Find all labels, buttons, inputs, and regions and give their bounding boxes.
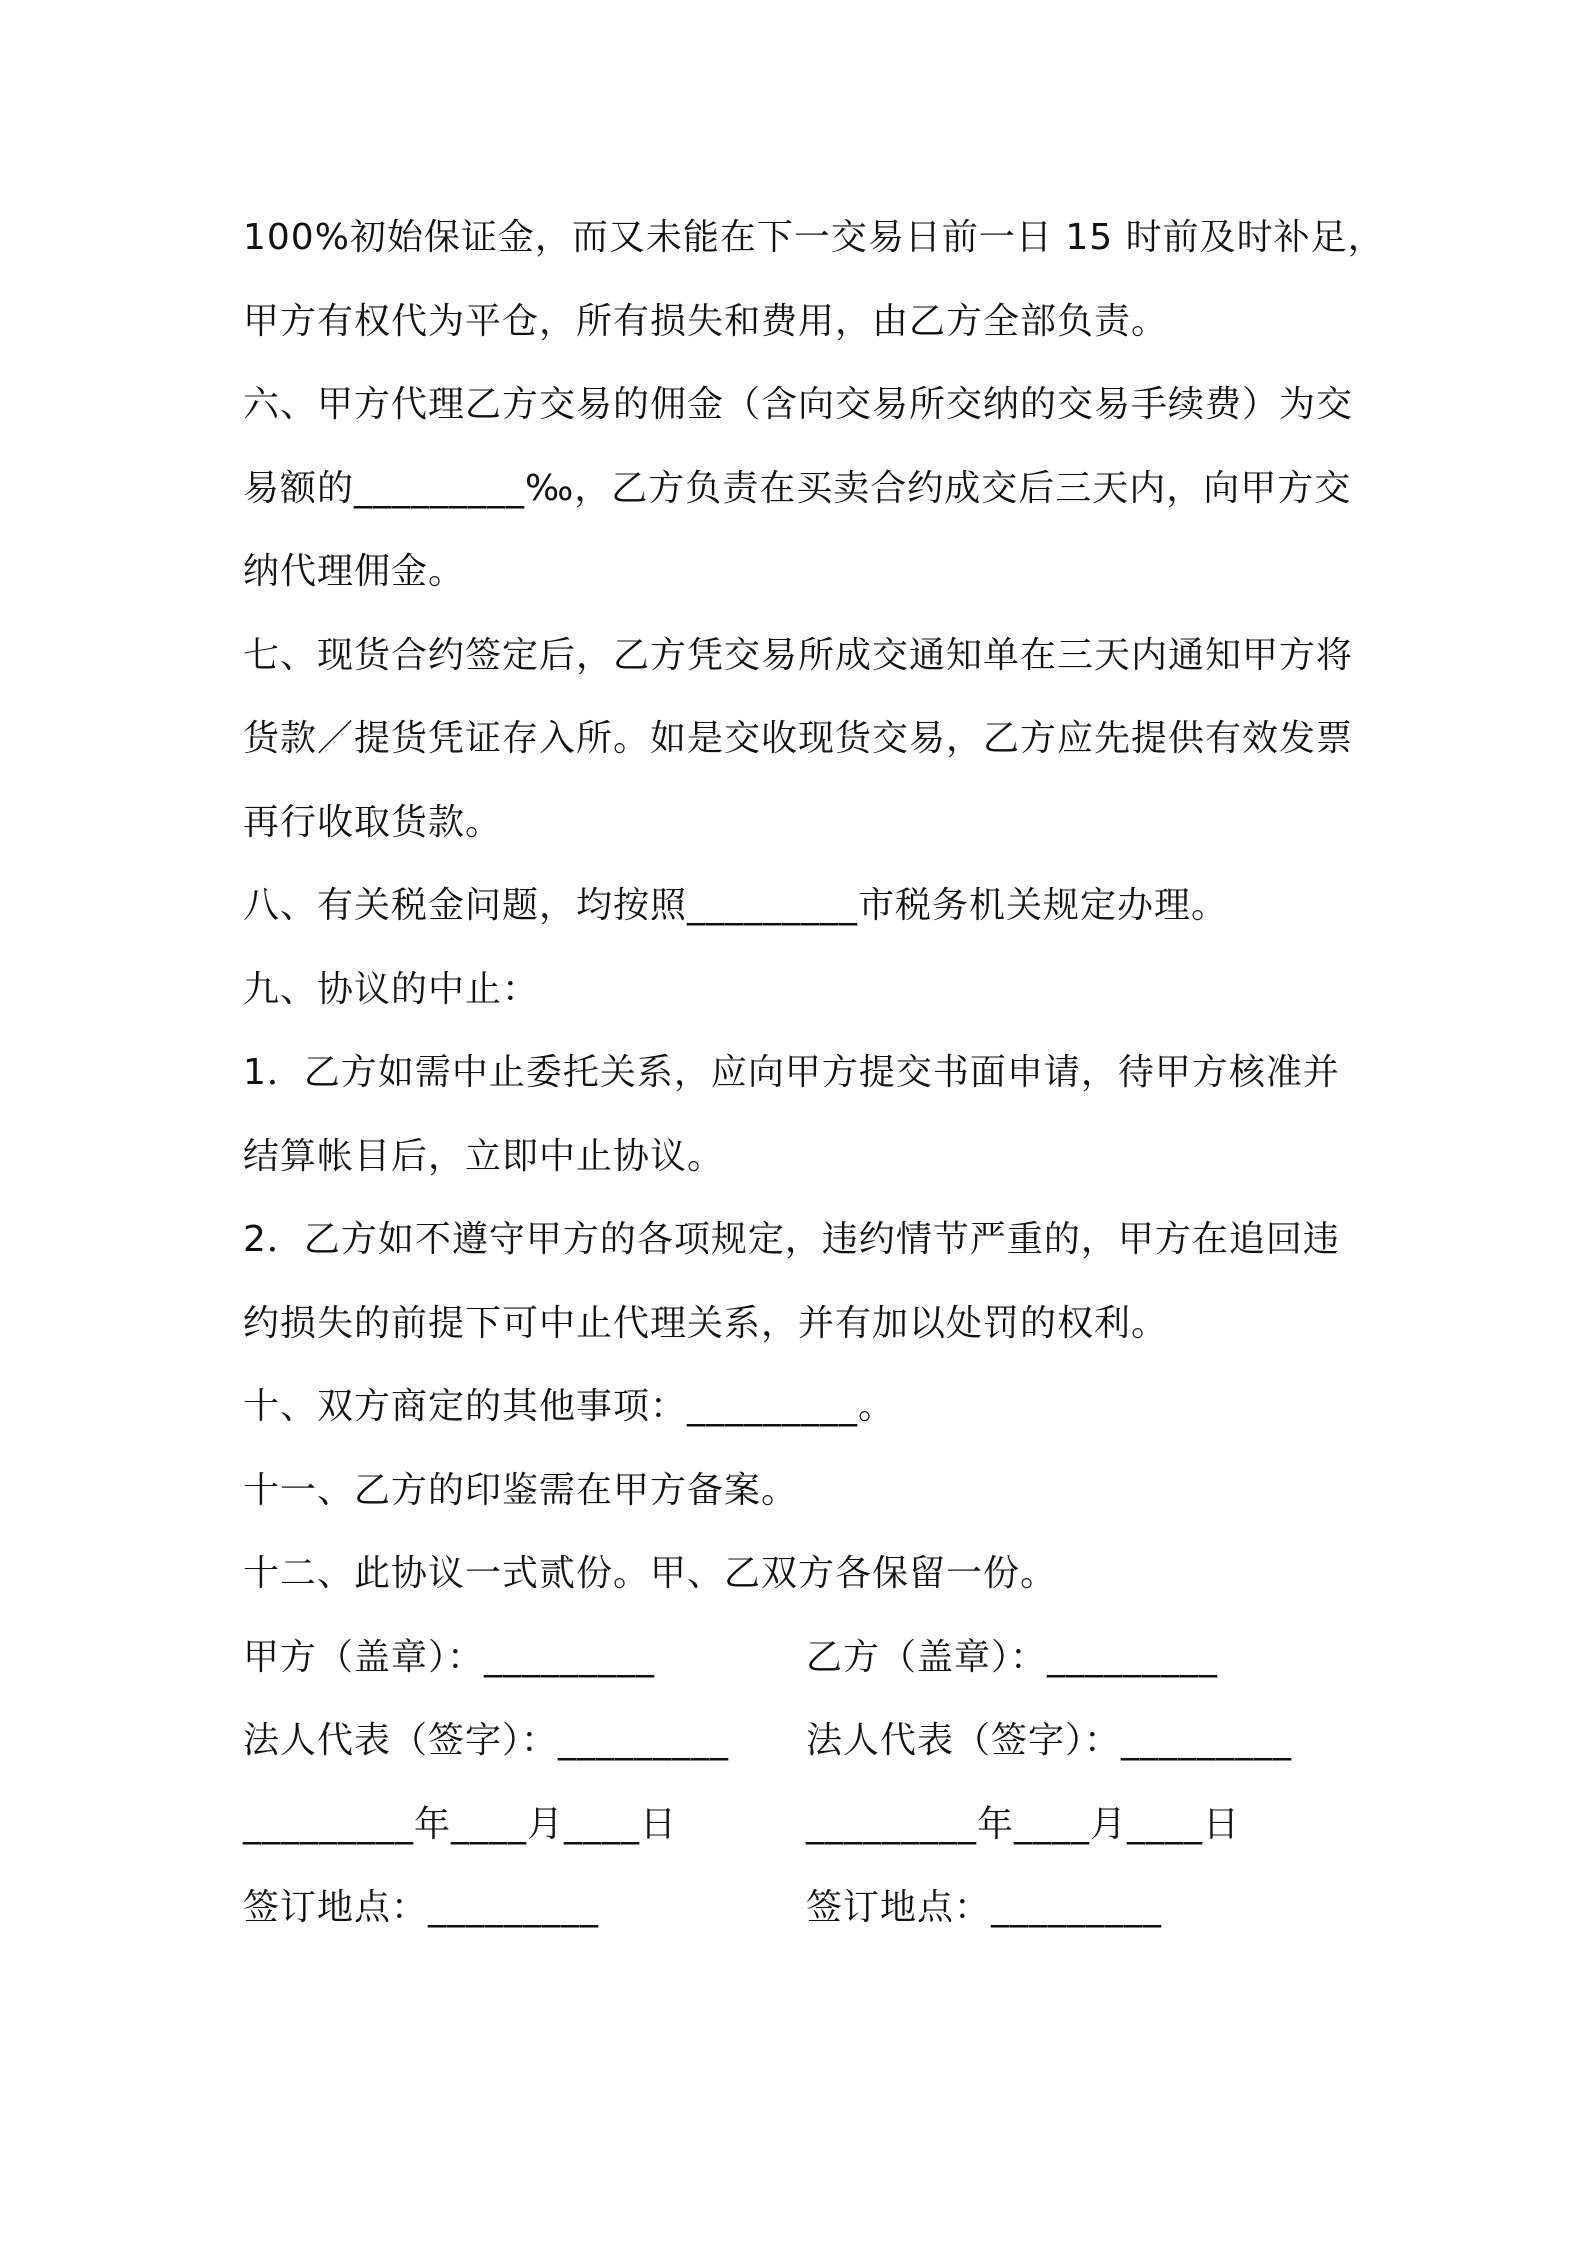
document-body	[243, 196, 1385, 1950]
clause-seven-line: 再行收取货款。	[243, 801, 503, 843]
party-a-representative-field: 法人代表（签字）：_________	[243, 1720, 730, 1761]
party-b-date-field: _________年____月____日	[806, 1803, 1240, 1845]
signature-row-location	[243, 1866, 1363, 1950]
clause-seven-line: 七、现货合约签定后，乙方凭交易所成交通知单在三天内通知甲方将	[243, 634, 1354, 676]
clause-nine-item-1: 1．乙方如需中止委托关系，应向甲方提交书面申请，待甲方核准并	[243, 1052, 1340, 1093]
clause-eight-line: 八、有关税金问题，均按照_________市税务机关规定办理。	[243, 885, 1229, 926]
clause-ten-line: 十、双方商定的其他事项：_________。	[243, 1386, 896, 1427]
clause-eleven-line: 十一、乙方的印鉴需在甲方备案。	[243, 1469, 799, 1511]
signature-row-representative	[243, 1699, 1363, 1783]
signature-row-date	[243, 1783, 1363, 1867]
paragraph-line: 甲方有权代为平仓，所有损失和费用，由乙方全部负责。	[243, 300, 1169, 342]
party-a-seal-field: 甲方（盖章）：_________	[243, 1636, 656, 1678]
clause-twelve-line: 十二、此协议一式贰份。甲、乙双方各保留一份。	[243, 1553, 1058, 1594]
clause-nine-item-2: 2．乙方如不遵守甲方的各项规定，违约情节严重的，甲方在追回违	[243, 1219, 1340, 1260]
signature-row-seal	[243, 1616, 1363, 1700]
clause-nine-item-1: 结算帐目后，立即中止协议。	[243, 1135, 725, 1177]
party-b-representative-field: 法人代表（签字）：_________	[806, 1720, 1293, 1761]
clause-nine-item-2: 约损失的前提下可中止代理关系，并有加以处罚的权利。	[243, 1302, 1169, 1344]
paragraph-line: 100%初始保证金，而又未能在下一交易日前一日 15 时前及时补足，	[243, 217, 1385, 258]
party-b-location-field: 签订地点：_________	[806, 1887, 1163, 1928]
clause-nine-heading: 九、协议的中止：	[243, 968, 540, 1010]
clause-six-line: 纳代理佣金。	[243, 551, 466, 592]
party-a-location-field: 签订地点：_________	[243, 1887, 600, 1928]
clause-seven-line: 货款／提货凭证存入所。如是交收现货交易，乙方应先提供有效发票	[243, 718, 1354, 759]
clause-six-line: 六、甲方代理乙方交易的佣金（含向交易所交纳的交易手续费）为交	[243, 384, 1354, 425]
party-a-date-field: _________年____月____日	[243, 1803, 677, 1845]
clause-six-line: 易额的_________‰，乙方负责在买卖合约成交后三天内，向甲方交	[243, 467, 1352, 509]
party-b-seal-field: 乙方（盖章）：_________	[806, 1636, 1219, 1678]
